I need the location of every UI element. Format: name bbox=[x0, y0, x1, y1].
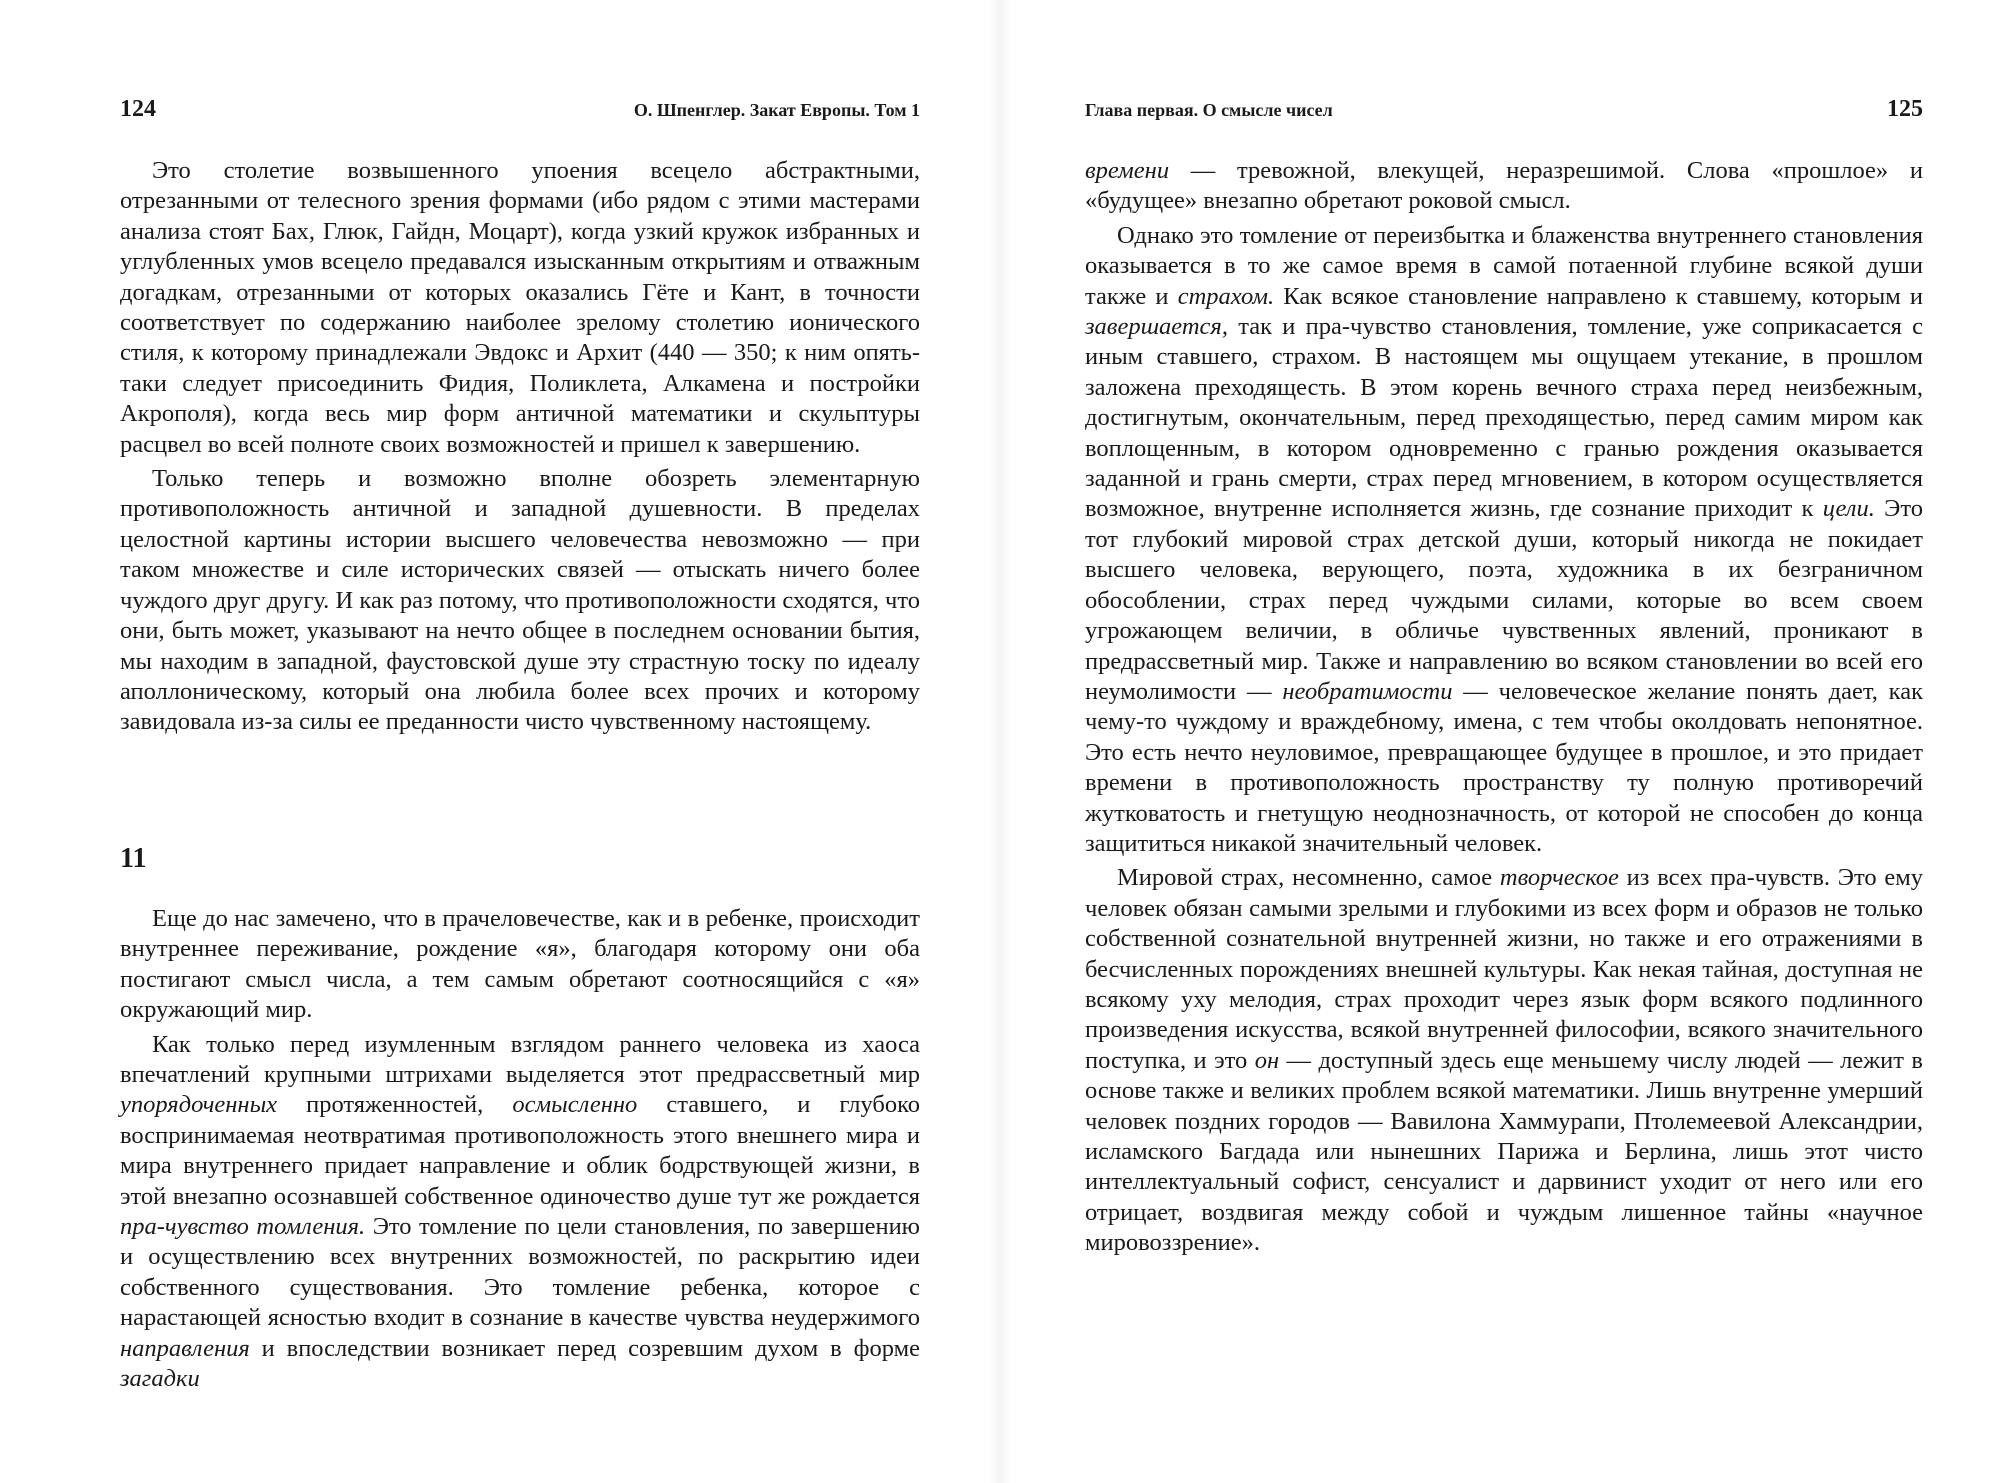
emphasis: завершается, bbox=[1085, 313, 1228, 341]
emphasis: цели. bbox=[1822, 495, 1875, 523]
emphasis: времени bbox=[1085, 157, 1170, 184]
emphasis: загадки bbox=[120, 1365, 200, 1393]
page-number: 124 bbox=[120, 96, 156, 122]
body-text bbox=[1085, 156, 1923, 1263]
emphasis: он bbox=[1254, 1046, 1280, 1074]
page-number: 125 bbox=[1887, 96, 1923, 122]
paragraph: Однако это томление от переизбытка и блаженства внутреннего становления оказывается в то же самое время в самой потаенной глубине всякой души также и страхом. Как всякое становление направлено к ставшему, которым и завершается, так и пра-чувство становления, томление, уже соприкасается с иным ставшего, страхом. В настоящем мы ощущаем утекание, в прошлом заложена преходящесть. В этом корень вечного страха перед неизбежным, достигнутым, окончательным, перед преходящестью, перед самим миром как воплощенным, в котором одновременно с гранью рождения оказывается заданной и грань смерти, страх перед мгновением, в котором осуществляется возможное, внутренне исполняется жизнь, где сознание приходит к цели. Это тот глубокий мировой страх детской души, который никогда не покидает высшего человека, верующего, поэта, художника в их безграничном обособлении, страх перед чуждыми силами, которые во всем своем угрожающем величии, в обличье чувственных явлений, проникают в предрассветный мир. Также и направлению во всяком становлении во всей его неумолимости — необратимости — человеческое желание понять дает, как чему-то чуждому и враждебному, имена, с тем чтобы околдовать непонятное. Это есть нечто неуловимое, превращающее будущее в прошлое, и это придает времени в противоположность пространству ту полную противоречий жутковатость и гнетущую неоднозначность, от которой не способен до конца защититься никакой значительный человек. bbox=[1085, 221, 1924, 857]
emphasis: пра-чувство томления. bbox=[120, 1213, 366, 1241]
running-head bbox=[120, 96, 920, 126]
emphasis: осмысленно bbox=[512, 1091, 638, 1119]
section-number: 11 bbox=[120, 843, 147, 874]
emphasis: упорядоченных bbox=[120, 1091, 278, 1119]
body-text bbox=[120, 156, 920, 742]
running-title: Глава первая. О смысле чисел bbox=[1085, 100, 1333, 120]
running-title: О. Шпенглер. Закат Европы. Том 1 bbox=[633, 100, 920, 120]
paragraph: Как только перед изумленным взглядом раннего человека из хаоса впечатлений крупными штрихами выделяется этот предрассветный мир упорядоченных протяженностей, осмысленно ставшего, и глубоко воспринимаемая неотвратимая противоположность этого внешнего мира и мира внутреннего придает направление и облик бодрствующей жизни, в этой внезапно осознавшей собственное одиночество душе тут же рождается пра-чувство томления. Это томление по цели становления, по завершению и осуществлению всех внутренних возможностей, по раскрытию идеи собственного существования. Это томление ребенка, которое с нарастающей ясностью входит в сознание в качестве чувства неудержимого направления и впоследствии возникает перед созревшим духом в форме загадки bbox=[120, 1030, 920, 1393]
paragraph: времени — тревожной, влекущей, неразрешимой. Слова «прошлое» и «будущее» внезапно обретают роковой смысл. bbox=[1085, 157, 1923, 215]
emphasis: направления bbox=[120, 1334, 250, 1362]
emphasis: необратимости bbox=[1282, 677, 1453, 705]
paragraph: Мировой страх, несомненно, самое творческое из всех пра-чувств. Это ему человек обязан самыми зрелыми и глубокими из всех форм и образов не только собственной сознательной внутренней жизни, но также и его отражениями в бесчисленных порождениях внешней культуры. Как некая тайная, доступная не всякому уху мелодия, страх проходит через язык форм всякого подлинного произведения искусства, всякой внутренней философии, всякого значительного поступка, и это он — доступный здесь еще меньшему числу людей — лежит в основе также и великих проблем всякой математики. Лишь внутренне умерший человек поздних городов — Вавилона Хаммурапи, Птолемеевой Александрии, исламского Багдада или нынешних Парижа и Берлина, лишь этот чисто интеллектуальный софист, сенсуалист и дарвинист уходит от него или его отрицает, воздвигая между собой и чуждым лишенное тайны «научное мировоззрение». bbox=[1085, 864, 1923, 1257]
paragraph: Это столетие возвышенного упоения всецело абстрактными, отрезанными от телесного зрения формами (ибо рядом с этими мастерами анализа стоят Бах, Глюк, Гайдн, Моцарт), когда узкий кружок избранных и углубленных умов всецело предавался изысканным открытиям и отважным догадкам, отрезанными от которых оказались Гёте и Кант, в точности соответствует по содержанию наиболее зрелому столетию ионического стиля, к которому принадлежали Эвдокс и Архит (440 — 350; к ним опять-таки следует присоединить Фидия, Поликлета, Алкамена и постройки Акрополя), когда весь мир форм античной математики и скульптуры расцвел во всей полноте своих возможностей и пришел к завершению. bbox=[120, 157, 920, 458]
running-head bbox=[1085, 96, 1923, 126]
emphasis: творческое bbox=[1499, 864, 1619, 892]
body-text bbox=[120, 904, 920, 1399]
book-gutter bbox=[990, 0, 1010, 1483]
paragraph: Только теперь и возможно вполне обозреть элементарную противоположность античной и западной душевности. В пределах целостной картины истории высшего человечества невозможно — при таком множестве и силе исторических связей — отыскать ничего более чуждого друг другу. И как раз потому, что противоположности сходятся, что они, быть может, указывают на нечто общее в последнем основании бытия, мы находим в западной, фаустовской душе эту страстную тоску по идеалу аполлоническому, который она любила более всех прочих и которому завидовала из-за силы ее преданности чисто чувственному настоящему. bbox=[120, 465, 920, 736]
emphasis: страхом. bbox=[1177, 282, 1275, 310]
paragraph: Еще до нас замечено, что в прачеловечестве, как и в ребенке, происходит внутреннее переживание, рождение «я», благодаря которому они оба постигают смысл числа, а тем самым обретают соотносящийся с «я» окружающий мир. bbox=[120, 905, 920, 1024]
